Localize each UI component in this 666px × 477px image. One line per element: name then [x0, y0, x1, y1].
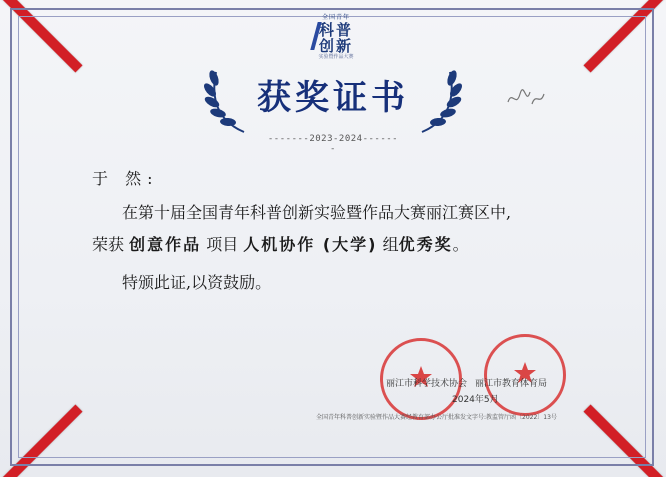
certificate-title: 获奖证书 — [257, 78, 409, 118]
logo-line2: 创新 — [318, 37, 353, 55]
award-mid-2: 组 — [377, 235, 399, 254]
issuer-education-bureau: 丽江市教育体育局 — [475, 379, 548, 389]
award-project: 人机协作 (大学) — [243, 235, 378, 254]
award-prefix: 荣获 — [92, 235, 130, 254]
award-end: 。 — [452, 235, 469, 254]
logo-top-text: 全国青年 — [321, 14, 350, 21]
logo-bottom-text: 实验暨作品大赛 — [318, 54, 354, 60]
award-level: 优秀奖 — [398, 235, 453, 254]
issue-date: 2024年5月 — [452, 395, 499, 405]
competition-years: -------2023-2024------- — [267, 134, 399, 154]
recipient-name: 于 然: — [92, 169, 159, 188]
award-context: 在第十届全国青年科普创新实验暨作品大赛丽江赛区中, — [122, 203, 512, 222]
issuing-organizations — [386, 376, 586, 389]
logo-line1: 科普 — [318, 21, 353, 39]
issuer-science-association: 丽江市科学技术协会 — [386, 379, 468, 389]
award-category: 创意作品 — [129, 235, 202, 254]
approval-footnote: 全国青年科普创新实验暨作品大赛经教育部办公厅批准发文字号:教监管厅函〔2022〕13号 — [316, 414, 557, 421]
award-line — [92, 232, 469, 255]
award-mid-1: 项目 — [201, 235, 244, 254]
closing-text: 特颁此证,以资鼓励。 — [122, 273, 272, 292]
handwritten-signature — [506, 84, 546, 114]
competition-logo — [296, 14, 376, 70]
